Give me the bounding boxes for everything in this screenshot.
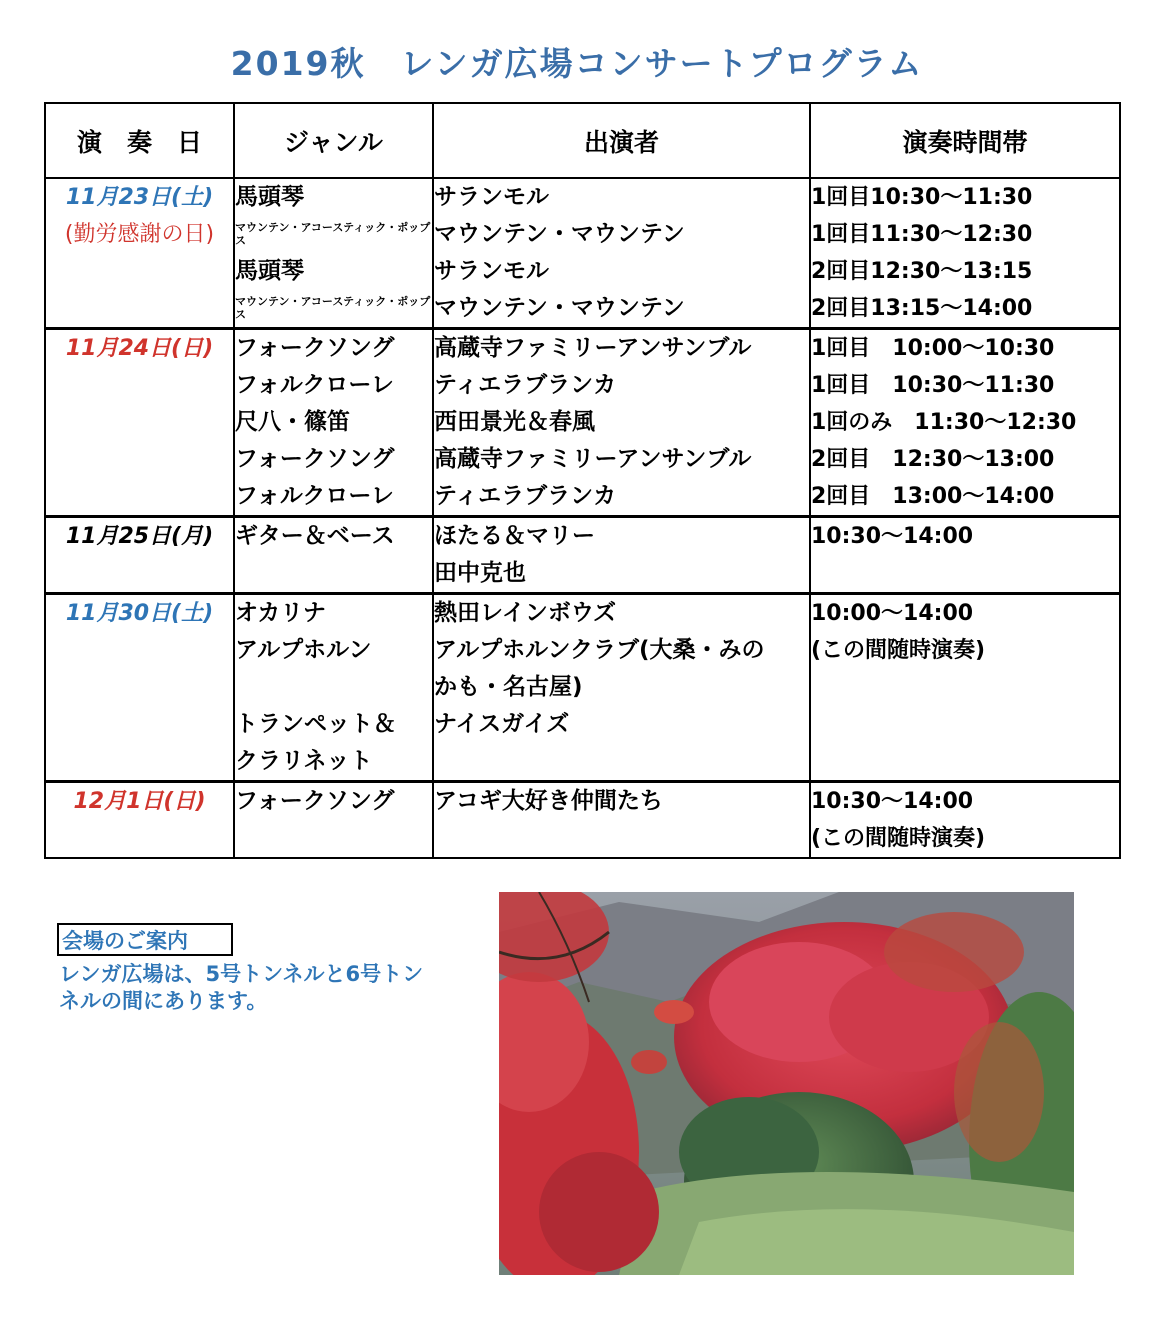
performer-item: 西田景光＆春風	[434, 409, 595, 435]
genre-item: フォークソング	[235, 446, 395, 472]
performer-item: 高蔵寺ファミリーアンサンブル	[434, 335, 752, 361]
time-item: 1回目 10:30〜11:30	[811, 373, 1055, 398]
time-item: 2回目 12:30〜13:00	[811, 447, 1055, 472]
time-item: 10:00〜14:00	[811, 601, 974, 626]
venue-text: レンガ広場は、5号トンネルと6号トンネルの間にあります。	[59, 962, 424, 1013]
header-performer: 出演者	[433, 103, 810, 178]
time-cell	[810, 329, 1120, 517]
time-item: 2回目13:15〜14:00	[811, 296, 1033, 321]
performer-item: アコギ大好き仲間たち	[434, 788, 663, 814]
date-cell	[45, 782, 234, 859]
time-cell	[810, 178, 1120, 329]
time-item: 10:30〜14:00	[811, 524, 974, 549]
genre-cell	[234, 329, 433, 517]
date-label: 11月25日(月)	[65, 524, 214, 549]
genre-item: アルプホルン	[235, 637, 372, 663]
time-item: 2回目12:30〜13:15	[811, 259, 1033, 284]
page-title: 2019秋 レンガ広場コンサートプログラム	[230, 44, 924, 83]
time-cell	[810, 782, 1120, 859]
time-item: 1回目 10:00〜10:30	[811, 336, 1055, 361]
program-table	[44, 102, 1121, 859]
genre-item: フォークソング	[235, 788, 395, 814]
performer-item: サランモル	[434, 184, 549, 210]
date-label: 11月30日(土)	[65, 601, 214, 626]
performer-item: 田中克也	[434, 560, 526, 586]
venue-label: 会場のご案内	[57, 923, 233, 956]
date-cell	[45, 517, 234, 594]
performer-cell	[433, 517, 810, 594]
performer-item: マウンテン・マウンテン	[434, 295, 685, 321]
time-item: (この間随時演奏)	[811, 826, 986, 851]
genre-item: 馬頭琴	[235, 184, 304, 210]
genre-item: フォークソング	[235, 335, 395, 361]
performer-item: かも・名古屋)	[434, 674, 583, 700]
genre-item: ギター＆ベース	[235, 523, 395, 549]
performer-item: 高蔵寺ファミリーアンサンブル	[434, 446, 752, 472]
date-cell	[45, 178, 234, 329]
genre-item: 尺八・篠笛	[235, 409, 350, 435]
performer-item: サランモル	[434, 258, 549, 284]
performer-cell	[433, 178, 810, 329]
time-cell	[810, 517, 1120, 594]
performer-item: 熱田レインボウズ	[434, 600, 617, 626]
date-label: 11月23日(土)	[65, 185, 214, 210]
performer-cell	[433, 782, 810, 859]
performer-cell	[433, 329, 810, 517]
genre-item: クラリネット	[235, 748, 373, 774]
header-time: 演奏時間帯	[810, 103, 1120, 178]
table-header-row	[45, 103, 1120, 178]
time-item: (この間随時演奏)	[811, 638, 986, 663]
time-item: 1回目10:30〜11:30	[811, 185, 1033, 210]
time-item: 1回のみ 11:30〜12:30	[811, 410, 1077, 435]
date-cell	[45, 594, 234, 782]
header-date: 演 奏 日	[45, 103, 234, 178]
genre-cell	[234, 517, 433, 594]
genre-item: マウンテン・アコースティック・ポップス	[235, 221, 431, 247]
genre-cell	[234, 178, 433, 329]
time-item: 10:30〜14:00	[811, 789, 974, 814]
holiday-label: (勤労感謝の日)	[64, 222, 215, 247]
performer-item: ナイスガイズ	[434, 711, 570, 737]
table-row	[45, 329, 1120, 517]
genre-item: オカリナ	[235, 600, 326, 626]
performer-item: ほたる＆マリー	[434, 523, 595, 549]
performer-item: ティエラブランカ	[434, 483, 617, 509]
genre-item: マウンテン・アコースティック・ポップス	[235, 295, 431, 321]
table-row	[45, 517, 1120, 594]
time-item: 1回目11:30〜12:30	[811, 222, 1033, 247]
table-row	[45, 178, 1120, 329]
time-item: 2回目 13:00〜14:00	[811, 484, 1055, 509]
table-row	[45, 782, 1120, 859]
date-cell	[45, 329, 234, 517]
header-genre: ジャンル	[234, 103, 433, 178]
autumn-foliage-photo	[499, 892, 1074, 1275]
time-cell	[810, 594, 1120, 782]
performer-item: ティエラブランカ	[434, 372, 617, 398]
genre-cell	[234, 594, 433, 782]
date-label: 11月24日(日)	[65, 336, 214, 361]
performer-item: アルプホルンクラブ(大桑・みの	[434, 637, 765, 663]
performer-item: マウンテン・マウンテン	[434, 221, 685, 247]
genre-item	[235, 669, 432, 706]
genre-item: 馬頭琴	[235, 258, 304, 284]
performer-cell	[433, 594, 810, 782]
date-label: 12月1日(日)	[73, 789, 206, 814]
genre-item: フォルクローレ	[235, 483, 394, 509]
table-row	[45, 594, 1120, 782]
genre-item: トランペット＆	[235, 711, 396, 737]
genre-item: フォルクローレ	[235, 372, 394, 398]
genre-cell	[234, 782, 433, 859]
